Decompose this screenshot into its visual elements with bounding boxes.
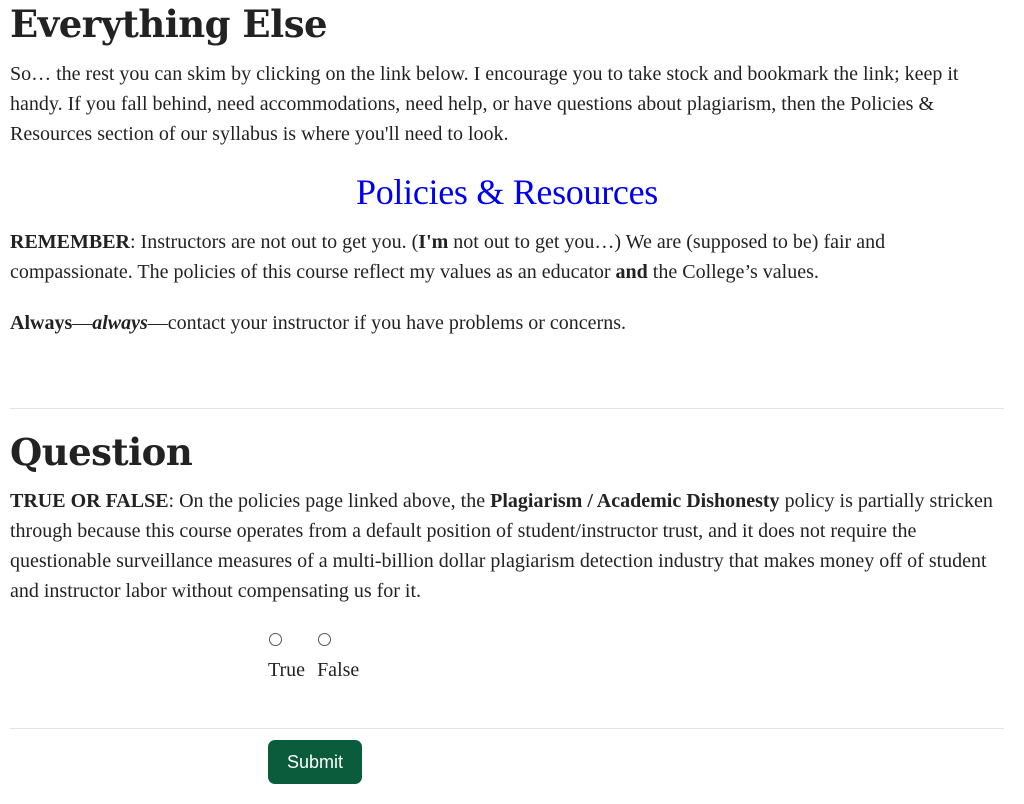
section-title: Everything Else	[10, 2, 328, 46]
question-text	[10, 486, 1004, 606]
radio-false[interactable]	[318, 633, 331, 646]
question-text-1: : On the policies page linked above, the	[168, 490, 491, 512]
question-text-2: policy is partially stricken through because this course operates from a default position of student/instructor trust, and it does not require the questionable surveillance measures of a multi-billion dollar plagiarism detection industry that makes money off of student and instructor labor without compensating us for it.	[10, 490, 993, 602]
remember-lead: REMEMBER	[10, 231, 130, 253]
question-lead: TRUE OR FALSE	[10, 490, 169, 512]
always-rest: —contact your instructor if you have problems or concerns.	[147, 312, 626, 334]
remember-bold-and: and	[615, 261, 648, 283]
intro-paragraph: So… the rest you can skim by clicking on the link below. I encourage you to take stock and bookmark the link; keep it handy. If you fall behind, need accommodations, need help, or have questions about plagiarism, then the Policies & Resources section of our syllabus is where you'll need to look.	[10, 63, 959, 145]
always-dash: —	[72, 312, 93, 334]
submit-button[interactable]: Submit	[268, 740, 362, 784]
question-bold-policy: Plagiarism / Academic Dishonesty	[490, 490, 780, 512]
policies-link[interactable]: Policies & Resources	[356, 172, 658, 212]
remember-text-1: : Instructors are not out to get you. (	[130, 231, 419, 253]
remember-text-3: the College’s values.	[647, 261, 819, 283]
question-title: Question	[10, 430, 193, 474]
divider-top	[10, 408, 1004, 409]
option-true-label[interactable]: True	[268, 659, 306, 681]
remember-paragraph	[10, 227, 1004, 287]
policies-heading	[10, 171, 1004, 213]
remember-text-2: not out to get you…) We are (supposed to be) fair and compassionate. The policies of this course reflect my values as an educator	[10, 231, 886, 283]
always-bold: Always	[10, 312, 73, 334]
option-true[interactable]	[268, 630, 305, 682]
option-false[interactable]	[317, 630, 359, 682]
divider-bottom	[10, 728, 1004, 729]
radio-true[interactable]	[269, 633, 282, 646]
remember-bold-im: I'm	[418, 231, 449, 253]
always-paragraph	[10, 308, 1004, 338]
always-italic: always	[92, 312, 148, 334]
option-false-label[interactable]: False	[317, 659, 360, 681]
answer-options	[268, 630, 359, 682]
